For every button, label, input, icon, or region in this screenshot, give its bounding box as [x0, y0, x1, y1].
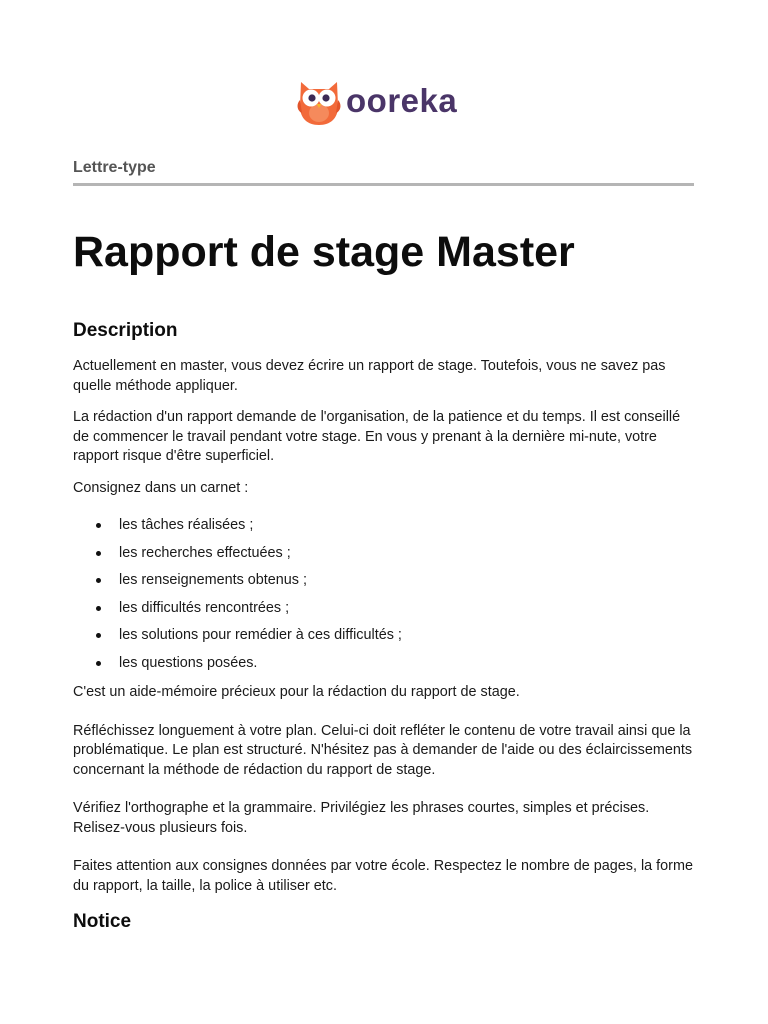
bullet-icon	[96, 606, 101, 611]
list-item: les solutions pour remédier à ces difficultés ;	[73, 626, 698, 646]
paragraph-orthographe: Vérifiez l'orthographe et la grammaire. Privilégiez les phrases courtes, simples et précises. Relisez-vous plusieurs fois.	[73, 800, 650, 836]
bullet-icon	[96, 633, 101, 638]
list-item: les renseignements obtenus ;	[73, 571, 698, 591]
document-category: Lettre-type	[73, 159, 156, 176]
page-title: Rapport de stage Master	[73, 228, 575, 276]
bullet-icon	[96, 551, 101, 556]
bullet-icon	[96, 578, 101, 583]
paragraph-intro: Actuellement en master, vous devez écrire un rapport de stage. Toutefois, vous ne savez pas quelle méthode appliquer.	[73, 358, 666, 394]
list-item: les recherches effectuées ;	[73, 544, 698, 564]
paragraph-plan: Réfléchissez longuement à votre plan. Celui-ci doit refléter le contenu de votre travail ainsi que la problématique. Le plan est structuré. N'hésitez pas à demander de l'aide ou des éclaircissements concernant la méthode de rédaction du rapport de stage.	[73, 722, 693, 778]
notice-heading: Notice	[73, 911, 132, 932]
list-item: les difficultés rencontrées ;	[73, 599, 698, 619]
paragraph-aide-memoire: C'est un aide-mémoire précieux pour la rédaction du rapport de stage.	[73, 684, 520, 700]
paragraph-carnet: Consignez dans un carnet :	[73, 479, 249, 496]
list-item: les tâches réalisées ;	[73, 516, 698, 536]
category-divider	[73, 183, 694, 186]
bullet-icon	[96, 523, 101, 528]
paragraph-organisation: La rédaction d'un rapport demande de l'organisation, de la patience et du temps. Il est conseillé de commencer le travail pendant votre stage. En vous y prenant à la dernière mi-nute, votre rapport risque d'être superficiel.	[73, 409, 681, 464]
list-item: les questions posées.	[73, 654, 698, 674]
document-body	[73, 317, 698, 936]
carnet-list	[73, 516, 698, 673]
brand-name: ooreka	[346, 81, 458, 119]
paragraph-consignes: Faites attention aux consignes données par votre école. Respectez le nombre de pages, la forme du rapport, la taille, la police à utiliser etc.	[73, 858, 693, 894]
bullet-icon	[96, 661, 101, 666]
owl-logo-icon	[297, 76, 341, 126]
ooreka-logo	[297, 76, 457, 126]
description-heading: Description	[73, 320, 178, 341]
